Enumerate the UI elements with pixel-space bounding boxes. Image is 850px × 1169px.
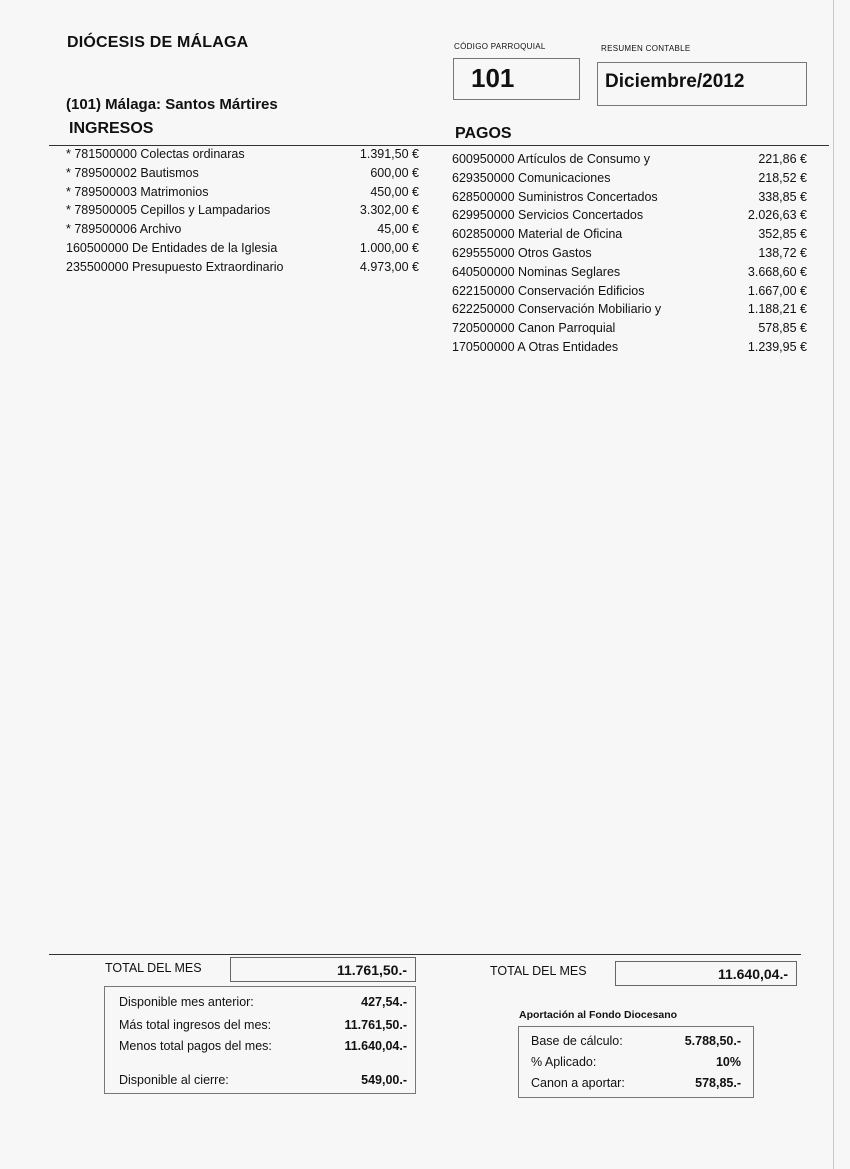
pagos-list: [452, 152, 807, 359]
pagos-row-label: 622250000 Conservación Mobiliario y: [452, 302, 662, 317]
fondo-row-label: % Aplicado:: [531, 1055, 597, 1069]
fondo-row: [531, 1076, 741, 1090]
summary-row-label: Disponible mes anterior:: [119, 995, 254, 1009]
pagos-row-amount: 578,85 €: [758, 321, 807, 336]
ingresos-row-label: 235500000 Presupuesto Extraordinario: [66, 259, 284, 274]
ingresos-row-label: * 789500006 Archivo: [66, 222, 182, 237]
ingresos-row: [66, 147, 419, 166]
pagos-row-amount: 221,86 €: [758, 152, 807, 166]
ingresos-row: [66, 203, 419, 222]
ingresos-row: [66, 166, 419, 185]
pagos-row-label: 629950000 Servicios Concertados: [452, 208, 644, 223]
pagos-row: [452, 302, 807, 321]
ingresos-row-label: * 789500005 Cepillos y Lampadarios: [66, 203, 271, 218]
ingresos-row-amount: 1.391,50 €: [359, 147, 419, 161]
resumen-contable-box: Diciembre/2012: [597, 62, 807, 106]
ingresos-row-amount: 450,00 €: [370, 184, 419, 199]
codigo-parroquial-box: 101: [453, 58, 580, 100]
diocese-title: DIÓCESIS DE MÁLAGA: [67, 34, 249, 51]
pagos-row: [452, 152, 807, 171]
pagos-row-amount: 1.667,00 €: [747, 283, 807, 298]
summary-row: [119, 1018, 407, 1032]
summary-row: [119, 995, 407, 1009]
fondo-row: [531, 1034, 741, 1048]
pagos-row-label: 720500000 Canon Parroquial: [452, 321, 616, 336]
pagos-row-label: 170500000 A Otras Entidades: [452, 339, 619, 354]
page-edge-shadow: [833, 0, 834, 1169]
pagos-row-label: 629555000 Otros Gastos: [452, 245, 592, 260]
ingresos-row-amount: 45,00 €: [377, 222, 419, 237]
fondo-row-value: 5.788,50.-: [684, 1034, 741, 1048]
pagos-row-amount: 338,85 €: [758, 189, 807, 204]
pagos-row: [452, 265, 807, 284]
pagos-row-label: 640500000 Nominas Seglares: [452, 264, 621, 279]
pagos-row-amount: 2.026,63 €: [747, 208, 807, 223]
header-divider: [49, 145, 829, 146]
pagos-row: [452, 321, 807, 340]
ingresos-list: [66, 147, 419, 279]
summary-row-label: Disponible al cierre:: [119, 1073, 229, 1087]
summary-row-value: 427,54.-: [361, 995, 407, 1009]
summary-row-value: 549,00.-: [361, 1073, 407, 1087]
cash-summary-box: [104, 986, 416, 1094]
pagos-row: [452, 208, 807, 227]
ingresos-row: [66, 260, 419, 279]
pagos-row-amount: 1.188,21 €: [747, 302, 807, 317]
pagos-row: [452, 190, 807, 209]
pagos-row-label: 628500000 Suministros Concertados: [452, 189, 658, 204]
fondo-row-label: Base de cálculo:: [531, 1034, 623, 1048]
ingresos-row-amount: 600,00 €: [370, 165, 419, 180]
pagos-row-amount: 352,85 €: [758, 227, 807, 242]
pagos-heading: PAGOS: [455, 125, 512, 142]
ingresos-total-label: TOTAL DEL MES: [105, 961, 202, 975]
pagos-row: [452, 284, 807, 303]
fondo-row: [531, 1055, 741, 1069]
ingresos-total-box: 11.761,50.-: [230, 957, 416, 982]
pagos-row-amount: 1.239,95 €: [747, 339, 807, 354]
resumen-contable-label: RESUMEN CONTABLE: [601, 44, 691, 53]
ingresos-row-label: * 781500000 Colectas ordinaras: [66, 147, 245, 161]
fondo-row-label: Canon a aportar:: [531, 1076, 625, 1090]
pagos-row-amount: 138,72 €: [758, 245, 807, 260]
summary-row: [119, 1039, 407, 1053]
ingresos-heading: INGRESOS: [69, 120, 154, 137]
totals-divider: [49, 954, 801, 955]
pagos-row-amount: 3.668,60 €: [747, 264, 807, 279]
fondo-diocesano-title: Aportación al Fondo Diocesano: [519, 1009, 678, 1021]
ingresos-row-label: * 789500002 Bautismos: [66, 165, 199, 180]
summary-row: [119, 1073, 407, 1087]
pagos-row: [452, 246, 807, 265]
ingresos-row: [66, 222, 419, 241]
summary-row-label: Menos total pagos del mes:: [119, 1039, 272, 1053]
pagos-row: [452, 227, 807, 246]
ingresos-row-amount: 4.973,00 €: [359, 259, 419, 274]
pagos-row-label: 602850000 Material de Oficina: [452, 227, 623, 242]
pagos-row-label: 629350000 Comunicaciones: [452, 170, 611, 185]
fondo-row-value: 578,85.-: [695, 1076, 741, 1090]
ingresos-row-amount: 3.302,00 €: [359, 203, 419, 218]
ingresos-row-amount: 1.000,00 €: [359, 240, 419, 255]
ingresos-row: [66, 241, 419, 260]
ingresos-row-label: 160500000 De Entidades de la Iglesia: [66, 240, 278, 255]
codigo-parroquial-label: CÓDIGO PARROQUIAL: [454, 42, 546, 51]
pagos-row-amount: 218,52 €: [758, 170, 807, 185]
fondo-diocesano-box: [518, 1026, 754, 1098]
pagos-total-label: TOTAL DEL MES: [490, 964, 587, 978]
pagos-row-label: 622150000 Conservación Edificios: [452, 283, 645, 298]
pagos-total-box: 11.640,04.-: [615, 961, 797, 986]
ingresos-row: [66, 185, 419, 204]
parish-name: (101) Málaga: Santos Mártires: [66, 96, 278, 113]
ingresos-row-label: * 789500003 Matrimonios: [66, 184, 209, 199]
pagos-row: [452, 171, 807, 190]
summary-row-label: Más total ingresos del mes:: [119, 1018, 272, 1032]
fondo-row-value: 10%: [715, 1055, 741, 1069]
summary-row-value: 11.640,04.-: [344, 1039, 407, 1053]
pagos-row: [452, 340, 807, 359]
summary-row-value: 11.761,50.-: [344, 1018, 407, 1032]
pagos-row-label: 600950000 Artículos de Consumo y: [452, 152, 651, 166]
